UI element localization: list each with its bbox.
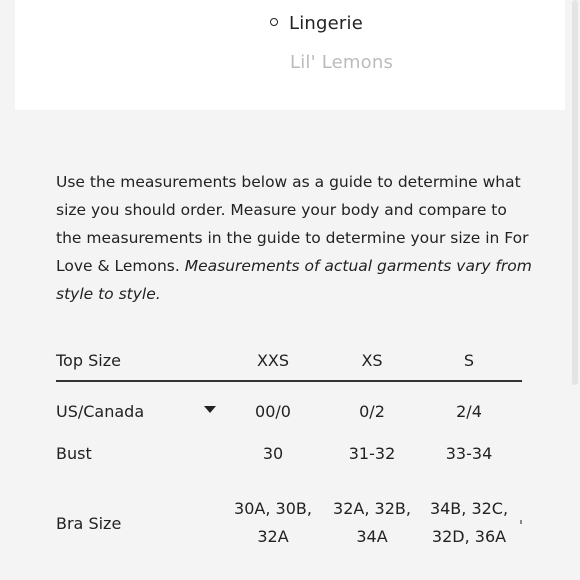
bra-value-xxs-line2: 32A [257, 527, 289, 546]
chevron-down-icon[interactable] [204, 406, 216, 413]
table-divider [56, 380, 522, 382]
bust-value-s: 33-34 [445, 444, 493, 463]
size-header-xs: XS [361, 351, 383, 370]
bullet-icon [270, 18, 278, 26]
bust-value-xs: 31-32 [348, 444, 396, 463]
table-scroll-indicator [520, 520, 522, 524]
page-scrollbar[interactable] [572, 0, 578, 385]
intro-text: Use the measurements below as a guide to determine what size you should order. Measure your body and compare to the measurements in the guide to determine your size in For Love & Lemons. [56, 173, 529, 275]
region-value-xs: 0/2 [359, 402, 385, 421]
region-value-s: 2/4 [456, 402, 482, 421]
bra-value-xs-line1: 32A, 32B, [333, 499, 411, 518]
bra-value-xxs-line1: 30A, 30B, [234, 499, 312, 518]
nav-item-lil-lemons[interactable]: Lil' Lemons [290, 52, 394, 73]
size-header-xxs: XXS [256, 351, 290, 370]
bra-value-s-line2: 32D, 36A [431, 527, 507, 546]
bust-value-xxs: 30 [262, 444, 284, 463]
size-guide-intro [56, 168, 536, 308]
bra-size-label: Bra Size [56, 514, 122, 533]
bust-label: Bust [56, 444, 92, 463]
intro-italic-note: Measurements of actual garments vary from style to style. [56, 257, 532, 303]
nav-item-lingerie[interactable] [270, 13, 363, 34]
bra-value-s-line1: 34B, 32C, [429, 499, 509, 518]
nav-item-label: Lingerie [289, 13, 364, 34]
top-size-header: Top Size [56, 351, 121, 370]
region-value-xxs: 00/0 [255, 402, 291, 421]
bra-value-xs-line2: 34A [356, 527, 388, 546]
region-select[interactable]: US/Canada [56, 402, 145, 421]
size-header-s: S [463, 351, 475, 370]
